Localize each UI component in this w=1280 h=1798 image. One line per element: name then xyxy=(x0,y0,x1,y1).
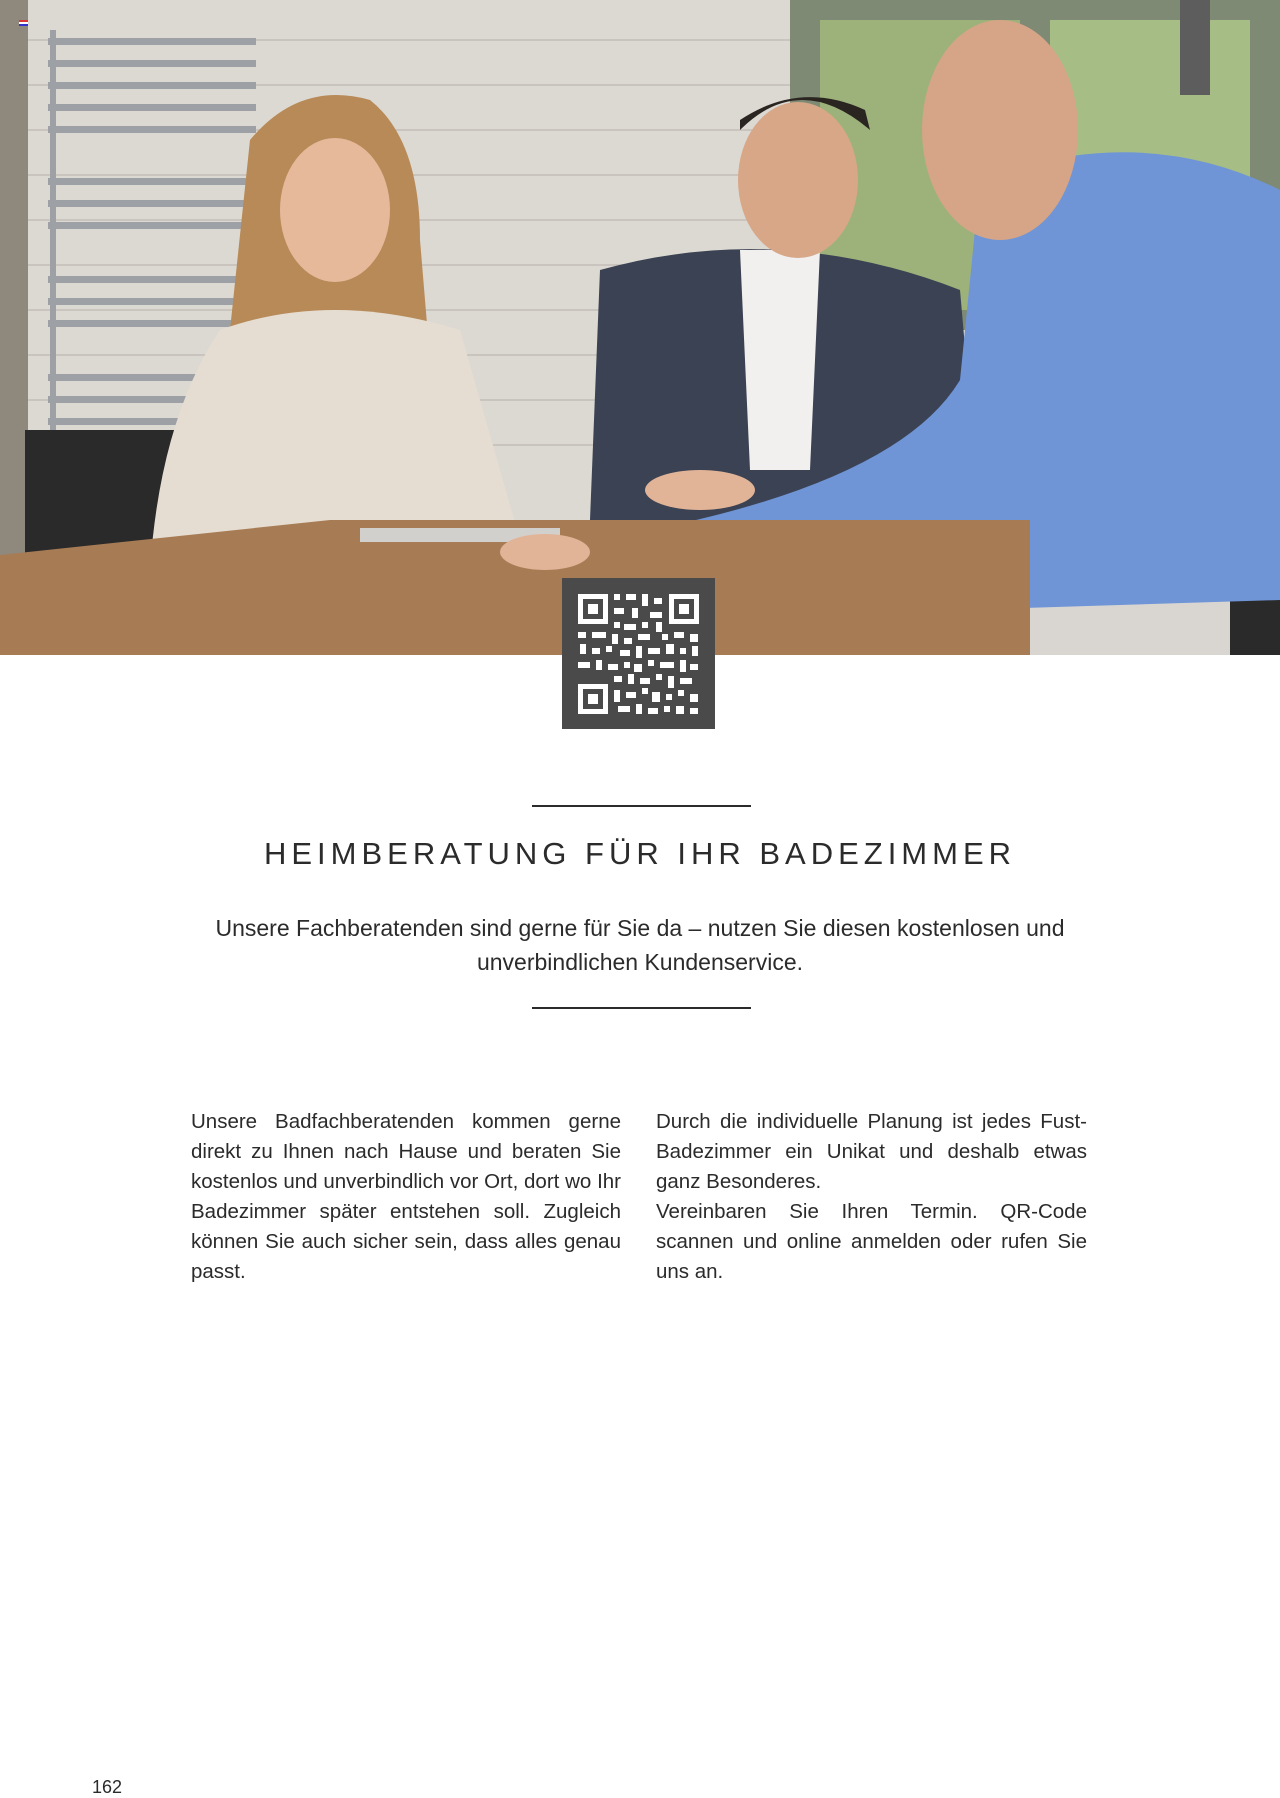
hands xyxy=(645,470,755,510)
text-column-left xyxy=(191,1107,621,1287)
woman-face xyxy=(280,138,390,282)
text-column-right xyxy=(656,1107,1087,1287)
blue-man-head xyxy=(922,20,1078,240)
man-shirt xyxy=(740,250,820,470)
page-title: HEIMBERATUNG FÜR IHR BADEZIMMER xyxy=(263,836,1017,871)
qr-pattern xyxy=(562,578,715,729)
flag-icon xyxy=(19,20,28,26)
right-paragraph-1: Durch die individuelle Planung ist jedes Fust-Badezimmer ein Unikat und deshalb etwas ganz Besonderes. xyxy=(656,1110,1087,1193)
pointing-hand xyxy=(500,534,590,570)
qr-code-icon[interactable] xyxy=(562,578,715,729)
right-paragraph-2: Vereinbaren Sie Ihren Termin. QR-Code scannen und online anmelden oder rufen Sie uns an. xyxy=(656,1200,1087,1283)
man-face xyxy=(738,102,858,258)
divider-bottom xyxy=(532,1007,751,1009)
wall-edge xyxy=(0,0,28,600)
page-number: 162 xyxy=(92,1777,123,1797)
lead-text: Unsere Fachberatenden sind gerne für Sie da – nutzen Sie diesen kostenlosen und unverbindlichen Kundenservice. xyxy=(215,915,1065,975)
hero-photo xyxy=(0,0,1280,655)
divider-top xyxy=(532,805,751,807)
left-paragraph: Unsere Badfachberatenden kommen gerne direkt zu Ihnen nach Hause und beraten Sie kostenlos und unverbindlich vor Ort, dort wo Ihr Badezimmer später entstehen soll. Zugleich können Sie auch sicher sein, dass alles genau passt. xyxy=(191,1110,621,1283)
consultation-scene xyxy=(0,0,1280,655)
pendant-lamp xyxy=(1180,0,1210,95)
